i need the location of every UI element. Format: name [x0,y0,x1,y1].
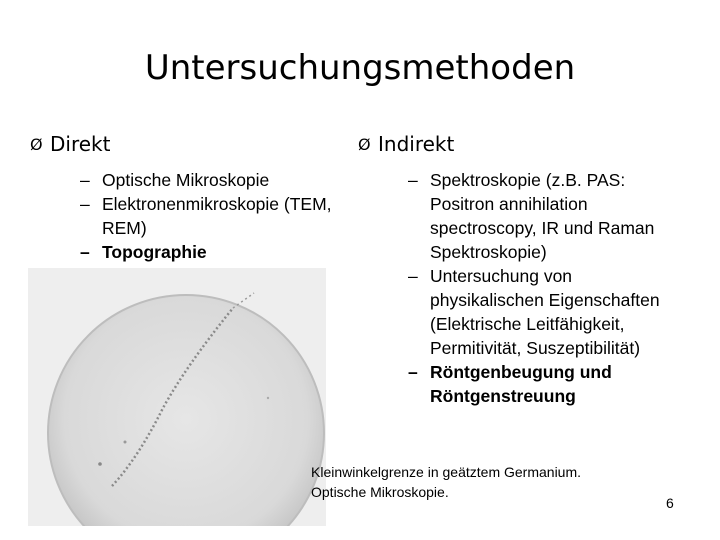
arrow-bullet-icon: Ø [358,134,371,154]
slide-title: Untersuchungsmethoden [144,48,576,88]
list-item: – Optische Mikroskopie [80,170,270,190]
indirekt-list [408,168,688,408]
direkt-list [80,168,332,264]
arrow-bullet-icon: Ø [30,134,43,154]
list-item: – Röntgenbeugung und Röntgenstreuung [408,362,612,406]
image-caption: Kleinwinkelgrenze in geätztem Germanium. Optische Mikroskopie. [311,464,582,500]
list-item: – Topographie [80,242,207,262]
direkt-heading-row [30,132,320,156]
list-item: – Spektroskopie (z.B. PAS: Positron annihilation spectroscopy, IR und Raman Spektroskopie) [408,170,655,262]
right-column [358,132,688,408]
indirekt-heading-row [358,132,688,156]
micrograph-image [28,268,326,526]
list-item: – Elektronenmikroskopie (TEM, REM) [80,194,332,238]
list-item: – Untersuchung von physikalischen Eigenschaften (Elektrische Leitfähigkeit, Permitivität, Suszeptibilität) [408,266,660,358]
page-number: 6 [666,495,674,511]
indirekt-heading: Indirekt [378,132,455,156]
direkt-heading: Direkt [50,132,111,156]
left-column [30,132,332,264]
